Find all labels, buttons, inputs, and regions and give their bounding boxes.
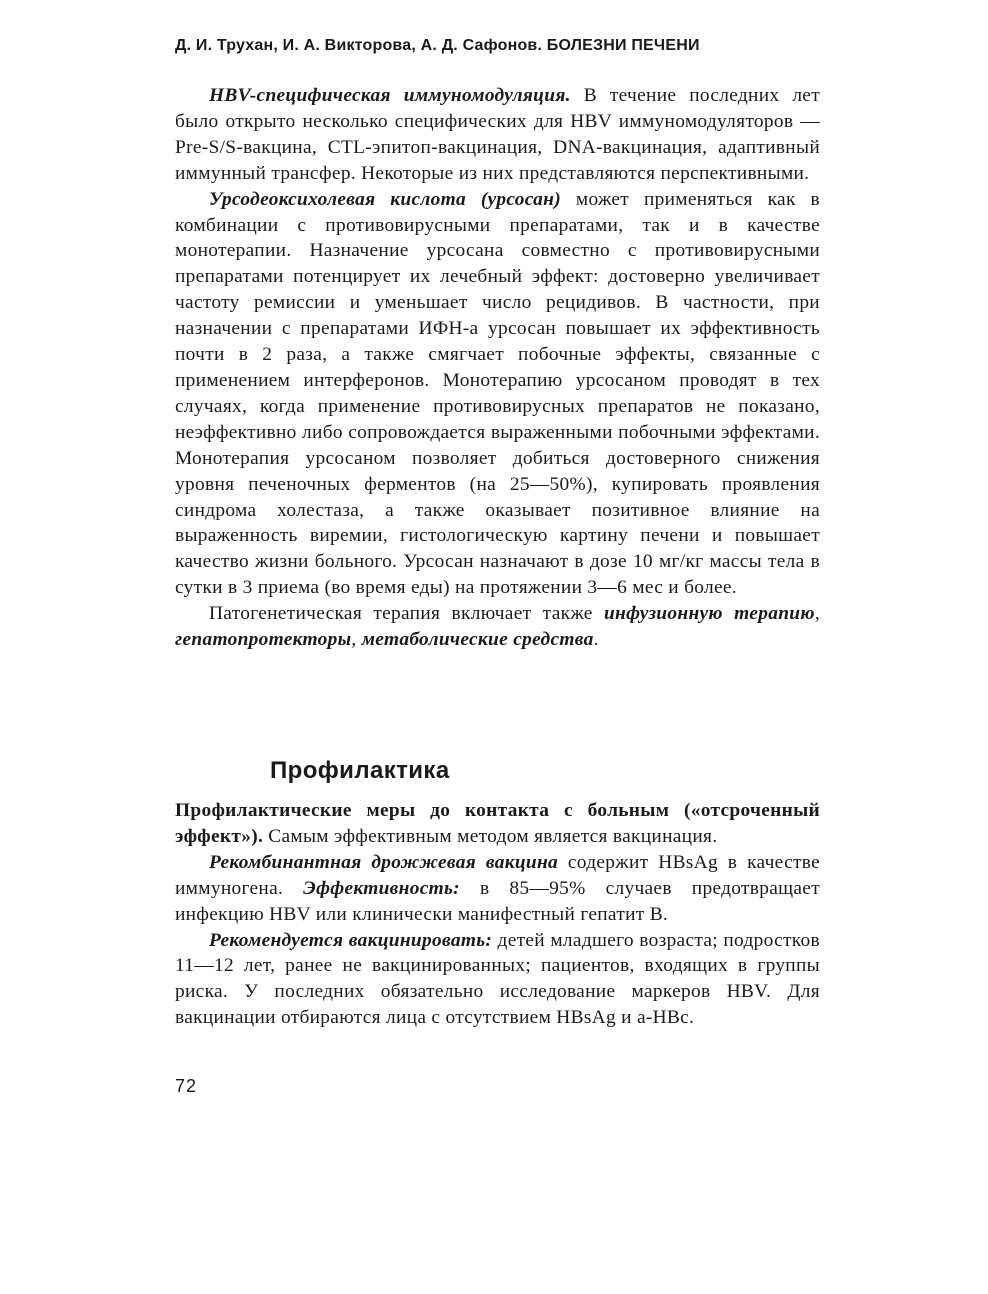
page-number: 72 — [175, 1076, 198, 1096]
paragraph-text: содержит HBsAg в качестве иммуногена. — [175, 851, 820, 899]
term-recommended: Рекомендуется вакцинировать: — [209, 929, 493, 951]
paragraph-end: . — [593, 629, 599, 651]
term-ursosan: Урсодеоксихолевая кислота (урсосан) — [209, 188, 561, 210]
term-infusion-therapy: инфузионную терапию — [603, 603, 815, 625]
paragraph-text: В течение последних лет было открыто несколько специфических для HBV иммуномодуляторов — Pre-S/S-вакцина, CTL-эпитоп-вакцинация, DNA-вакцинация, адаптивный иммунный трансфер. Некоторые из них представляются перспективными. — [175, 85, 820, 184]
term-metabolic-agents: метаболические средства — [361, 629, 594, 651]
paragraph-text: в 85—95% случаев предотвращает инфекцию HBV или клинически манифестный гепатит В. — [175, 877, 820, 925]
paragraph-hbv-immunomodulation — [175, 83, 820, 187]
paragraph-text: детей младшего возраста; подростков 11—12 лет, ранее не вакцинированных; пациентов, входящих в группы риска. У последних обязательно исследование маркеров HBV. Для вакцинации отбираются лица с отсутствием HBsAg и а-HBc. — [175, 929, 820, 1029]
section-text — [175, 798, 820, 1031]
paragraph-ursosan — [175, 187, 820, 602]
paragraph-vaccination-recommendation — [175, 928, 820, 1032]
separator: , — [814, 603, 820, 625]
paragraph-text: Патогенетическая терапия включает также — [209, 603, 604, 625]
body-text — [175, 83, 820, 653]
term-yeast-vaccine: Рекомбинантная дрожжевая вакцина — [209, 851, 559, 873]
term-hbv-immunomodulation: HBV-специфическая иммуномодуляция. — [209, 85, 571, 106]
term-hepatoprotectors: гепатопротекторы — [175, 629, 352, 651]
paragraph-yeast-vaccine — [175, 850, 820, 928]
running-head: Д. И. Трухан, И. А. Викторова, А. Д. Сафонов. БОЛЕЗНИ ПЕЧЕНИ — [175, 37, 700, 54]
paragraph-prophylactic-measures — [175, 798, 820, 850]
section-heading: Профилактика — [270, 757, 450, 784]
paragraph-pathogenetic-therapy — [175, 601, 820, 653]
paragraph-text: может применяться как в комбинации с противовирусными препаратами, так и в качестве монотерапии. Назначение урсосана совместно с противовирусными препаратами потенцирует их лечебный эффект: достоверно увеличивает частоту ремиссии и уменьшает число рецидивов. В частности, при назначении с препаратами ИФН-а урсосан повышает их эффективность почти в 2 раза, а также смягчает побочные эффекты, связанные с применением интерферонов. Монотерапию урсосаном проводят в тех случаях, когда применение противовирусных препаратов не показано, неэффективно либо сопровождается выраженными побочными эффектами. Монотерапия урсосаном позволяет добиться достоверного снижения уровня печеночных ферментов (на 25—50%), купировать проявления синдрома холестаза, а также оказывает позитивное влияние на выраженность виремии, гистологическую картину печени и повышает качество жизни больного. Урсосан назначают в дозе 10 мг/кг массы тела в сутки в 3 приема (во время еды) на протяжении 3—6 мес и более. — [175, 188, 821, 599]
paragraph-text: Самым эффективным методом является вакцинация. — [263, 825, 718, 847]
term-efficacy: Эффективность: — [303, 877, 460, 899]
separator: , — [351, 629, 362, 651]
term-prophylactic-measures: Профилактические меры до контакта с больным («отсроченный эффект»). — [175, 800, 820, 847]
